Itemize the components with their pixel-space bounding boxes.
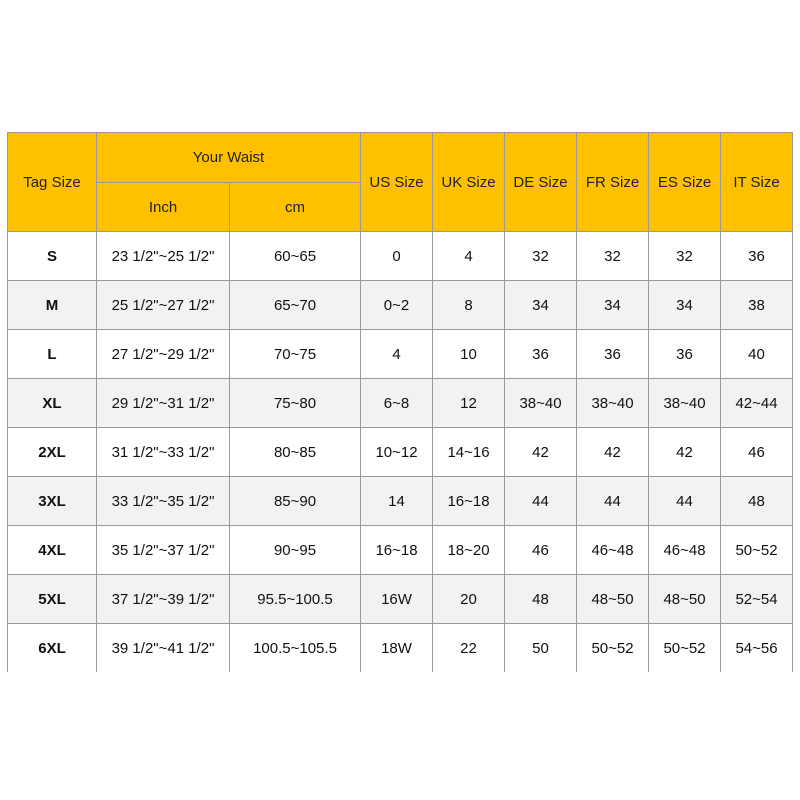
tag-size-cell: S: [8, 232, 97, 281]
uk-size-cell: 14~16: [433, 428, 505, 477]
it-size-cell: 46: [721, 428, 793, 477]
de-size-cell: 32: [505, 232, 577, 281]
header-row-top: [8, 133, 793, 183]
tag-size-cell: XL: [8, 379, 97, 428]
header-de-size: DE Size: [505, 133, 577, 232]
it-size-cell: 52~54: [721, 575, 793, 624]
it-size-cell: 40: [721, 330, 793, 379]
uk-size-cell: 8: [433, 281, 505, 330]
it-size-cell: 36: [721, 232, 793, 281]
us-size-cell: 14: [361, 477, 433, 526]
waist-cm-cell: 85~90: [230, 477, 361, 526]
header-cm: cm: [230, 183, 361, 232]
uk-size-cell: 10: [433, 330, 505, 379]
header-uk-size: UK Size: [433, 133, 505, 232]
us-size-cell: 18W: [361, 624, 433, 673]
table-row: [8, 575, 793, 624]
header-it-size: IT Size: [721, 133, 793, 232]
waist-cm-cell: 60~65: [230, 232, 361, 281]
waist-cm-cell: 90~95: [230, 526, 361, 575]
waist-inch-cell: 35 1/2"~37 1/2": [97, 526, 230, 575]
fr-size-cell: 48~50: [577, 575, 649, 624]
table-body: [8, 232, 793, 673]
waist-cm-cell: 65~70: [230, 281, 361, 330]
es-size-cell: 32: [649, 232, 721, 281]
us-size-cell: 16~18: [361, 526, 433, 575]
waist-inch-cell: 33 1/2"~35 1/2": [97, 477, 230, 526]
uk-size-cell: 18~20: [433, 526, 505, 575]
fr-size-cell: 34: [577, 281, 649, 330]
waist-inch-cell: 29 1/2"~31 1/2": [97, 379, 230, 428]
us-size-cell: 4: [361, 330, 433, 379]
tag-size-cell: 5XL: [8, 575, 97, 624]
uk-size-cell: 12: [433, 379, 505, 428]
table-row: [8, 428, 793, 477]
it-size-cell: 54~56: [721, 624, 793, 673]
table-row: [8, 281, 793, 330]
waist-cm-cell: 95.5~100.5: [230, 575, 361, 624]
header-your-waist: Your Waist: [97, 133, 361, 183]
fr-size-cell: 50~52: [577, 624, 649, 673]
fr-size-cell: 32: [577, 232, 649, 281]
waist-cm-cell: 80~85: [230, 428, 361, 477]
uk-size-cell: 22: [433, 624, 505, 673]
table-header: [8, 133, 793, 232]
it-size-cell: 50~52: [721, 526, 793, 575]
us-size-cell: 10~12: [361, 428, 433, 477]
es-size-cell: 38~40: [649, 379, 721, 428]
waist-cm-cell: 100.5~105.5: [230, 624, 361, 673]
table-row: [8, 379, 793, 428]
tag-size-cell: 3XL: [8, 477, 97, 526]
table-row: [8, 526, 793, 575]
tag-size-cell: 2XL: [8, 428, 97, 477]
tag-size-cell: L: [8, 330, 97, 379]
fr-size-cell: 36: [577, 330, 649, 379]
header-us-size: US Size: [361, 133, 433, 232]
it-size-cell: 38: [721, 281, 793, 330]
waist-cm-cell: 75~80: [230, 379, 361, 428]
de-size-cell: 36: [505, 330, 577, 379]
de-size-cell: 42: [505, 428, 577, 477]
fr-size-cell: 44: [577, 477, 649, 526]
uk-size-cell: 4: [433, 232, 505, 281]
de-size-cell: 46: [505, 526, 577, 575]
es-size-cell: 50~52: [649, 624, 721, 673]
header-fr-size: FR Size: [577, 133, 649, 232]
uk-size-cell: 16~18: [433, 477, 505, 526]
table-row: [8, 330, 793, 379]
header-es-size: ES Size: [649, 133, 721, 232]
table-row: [8, 624, 793, 673]
de-size-cell: 44: [505, 477, 577, 526]
waist-inch-cell: 31 1/2"~33 1/2": [97, 428, 230, 477]
de-size-cell: 48: [505, 575, 577, 624]
it-size-cell: 42~44: [721, 379, 793, 428]
es-size-cell: 48~50: [649, 575, 721, 624]
size-chart-table: [7, 132, 793, 672]
waist-inch-cell: 39 1/2"~41 1/2": [97, 624, 230, 673]
table-row: [8, 232, 793, 281]
de-size-cell: 34: [505, 281, 577, 330]
header-tag-size: Tag Size: [8, 133, 97, 232]
de-size-cell: 38~40: [505, 379, 577, 428]
fr-size-cell: 38~40: [577, 379, 649, 428]
waist-inch-cell: 25 1/2"~27 1/2": [97, 281, 230, 330]
tag-size-cell: 4XL: [8, 526, 97, 575]
es-size-cell: 36: [649, 330, 721, 379]
fr-size-cell: 42: [577, 428, 649, 477]
tag-size-cell: 6XL: [8, 624, 97, 673]
us-size-cell: 0: [361, 232, 433, 281]
waist-inch-cell: 23 1/2"~25 1/2": [97, 232, 230, 281]
uk-size-cell: 20: [433, 575, 505, 624]
us-size-cell: 6~8: [361, 379, 433, 428]
fr-size-cell: 46~48: [577, 526, 649, 575]
es-size-cell: 34: [649, 281, 721, 330]
es-size-cell: 46~48: [649, 526, 721, 575]
tag-size-cell: M: [8, 281, 97, 330]
table-row: [8, 477, 793, 526]
it-size-cell: 48: [721, 477, 793, 526]
us-size-cell: 0~2: [361, 281, 433, 330]
header-inch: Inch: [97, 183, 230, 232]
us-size-cell: 16W: [361, 575, 433, 624]
es-size-cell: 42: [649, 428, 721, 477]
waist-inch-cell: 27 1/2"~29 1/2": [97, 330, 230, 379]
waist-inch-cell: 37 1/2"~39 1/2": [97, 575, 230, 624]
es-size-cell: 44: [649, 477, 721, 526]
de-size-cell: 50: [505, 624, 577, 673]
waist-cm-cell: 70~75: [230, 330, 361, 379]
